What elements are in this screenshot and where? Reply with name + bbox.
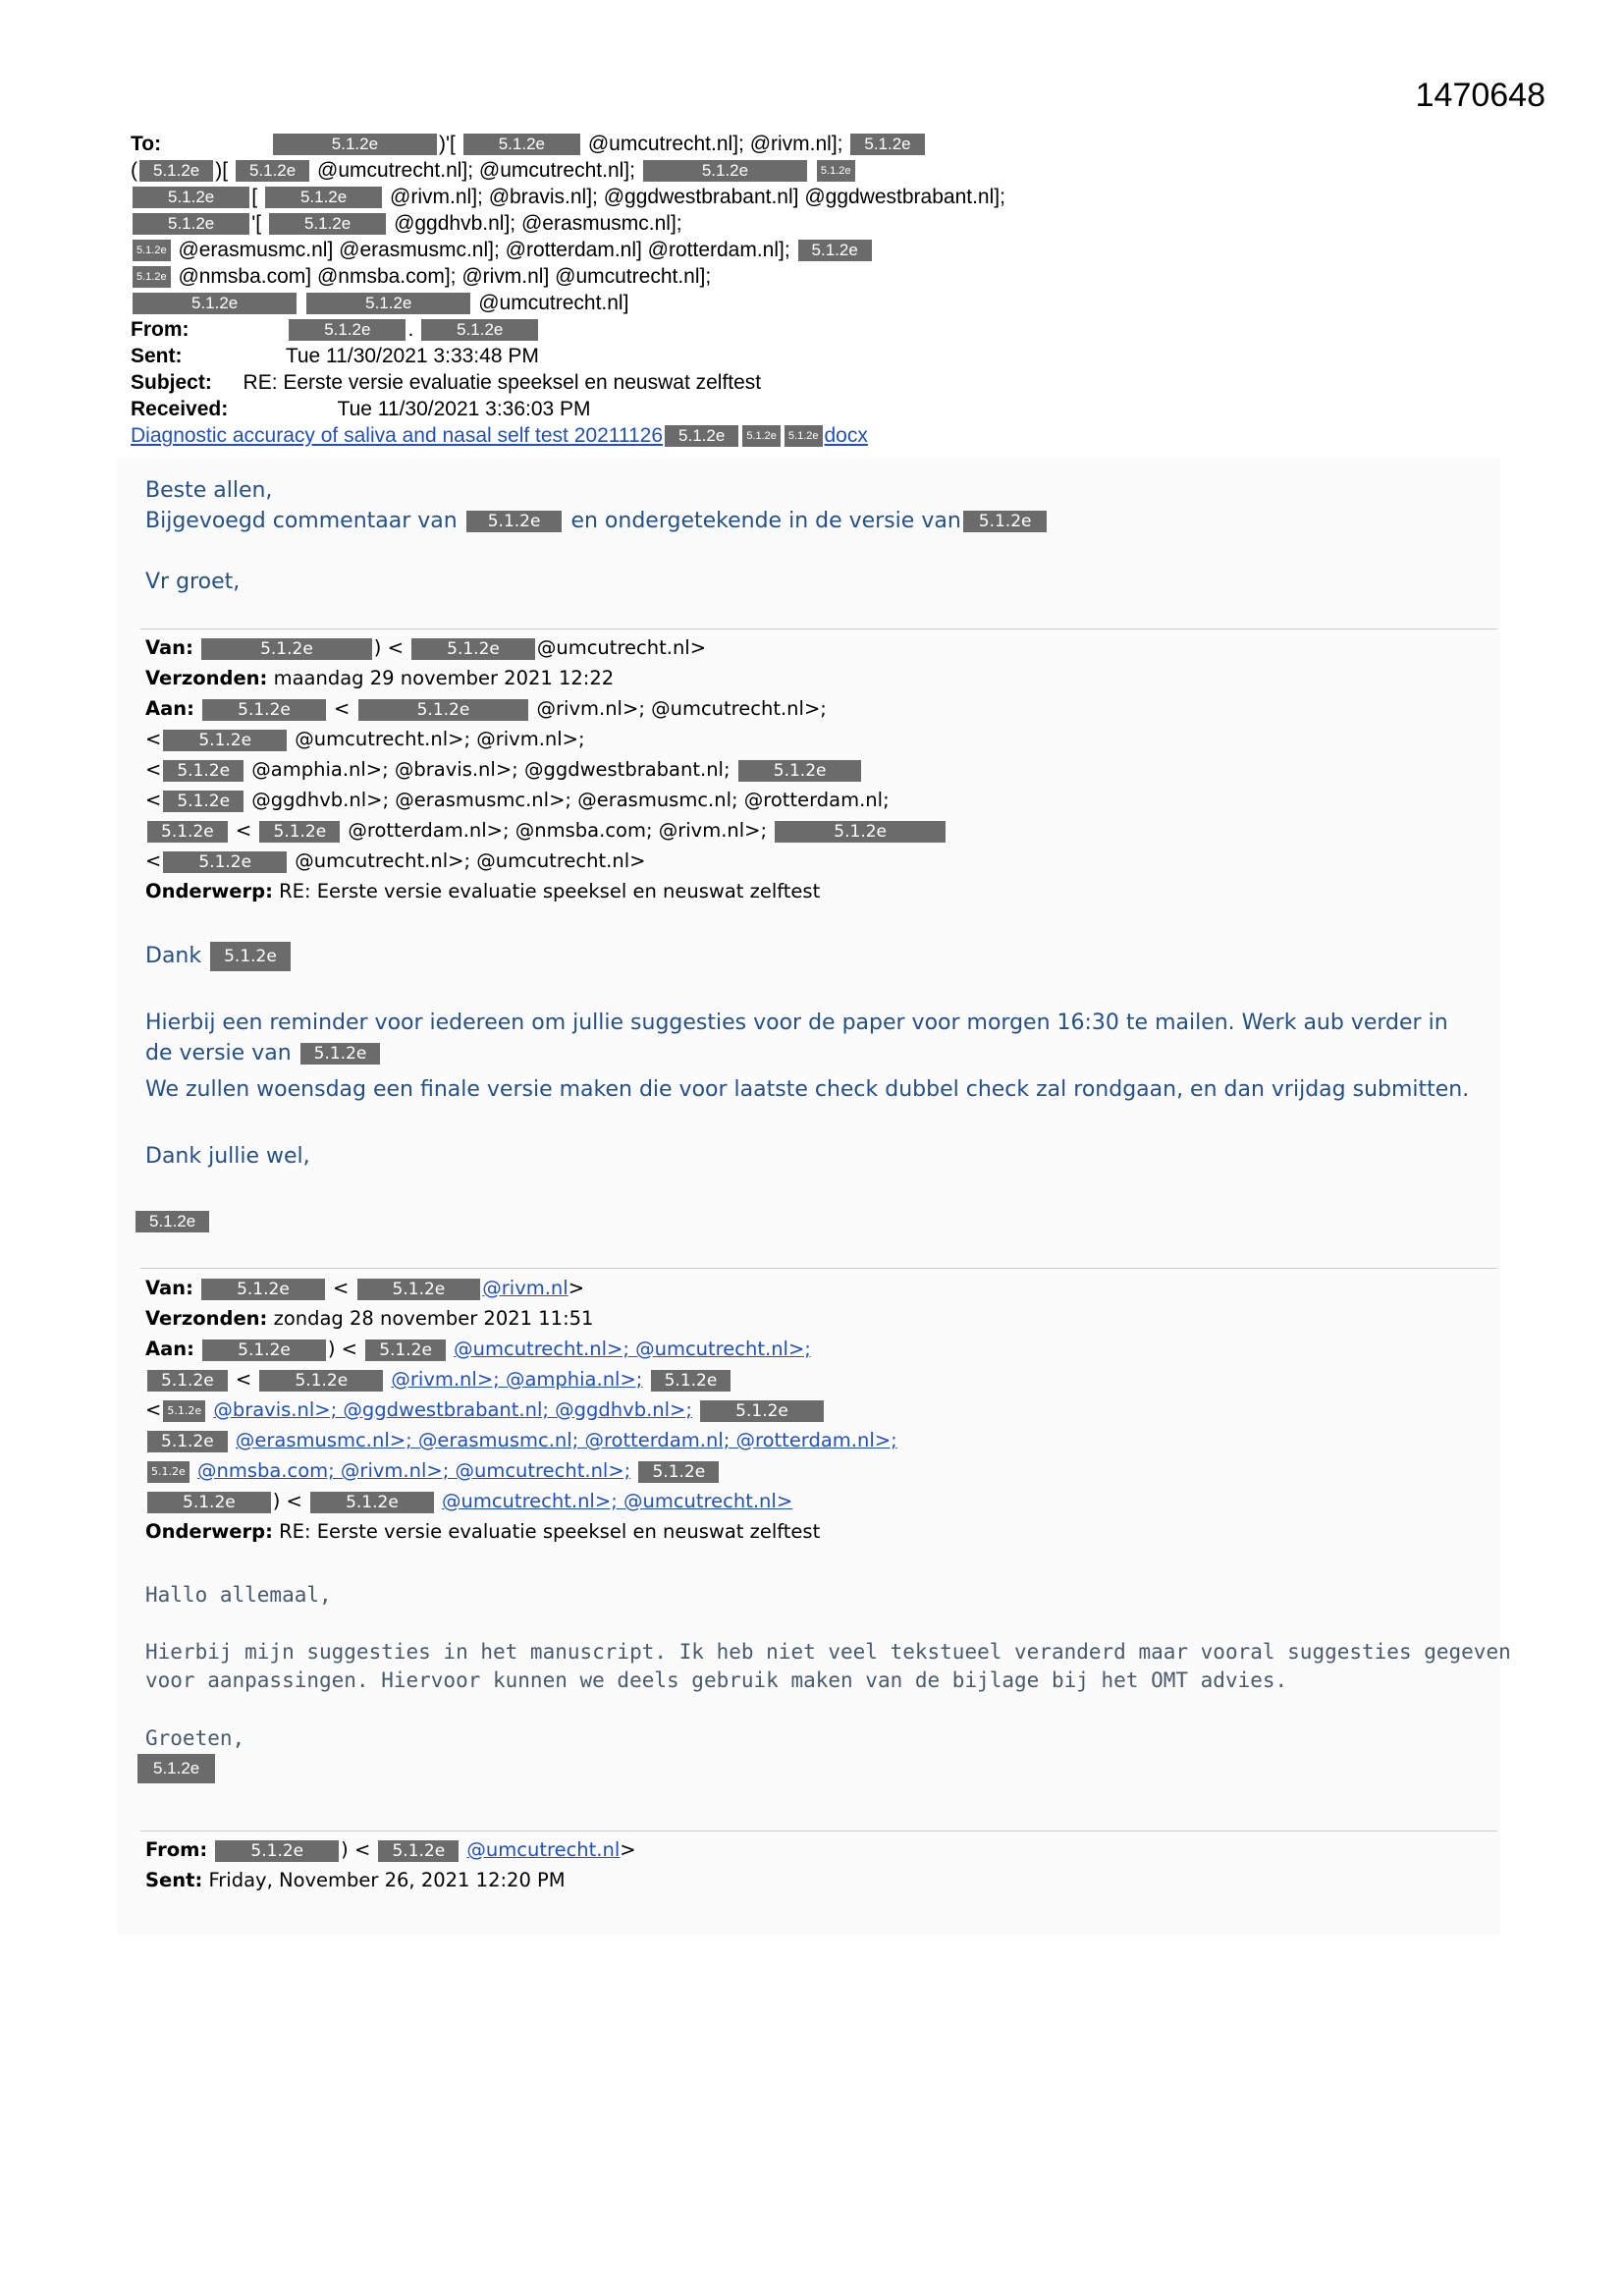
document-number: 1470648 [1415,77,1545,114]
redaction: 5.1.2e [133,213,249,235]
to-field: To: 5.1.2e )'[ 5.1.2e @umcutrecht.nl]; @rivm.nl]; 5.1.2e [131,131,927,157]
aan-row: < 5.1.2e @ggdhvb.nl>; @erasmusmc.nl>; @erasmusmc.nl; @rotterdam.nl; [145,789,890,811]
from-field: From: 5.1.2e . 5.1.2e [131,316,540,343]
sent-value: Tue 11/30/2021 3:33:48 PM [285,345,539,367]
redaction: 5.1.2e [269,213,386,235]
sent-value: Friday, November 26, 2021 12:20 PM [208,1869,566,1891]
to-line: @umcutrecht.nl]; @rivm.nl]; [587,133,843,155]
msg3-van: Van: 5.1.2e < 5.1.2e @rivm.nl> [145,1277,585,1299]
redaction: 5.1.2e [421,319,538,341]
aan-line: @umcutrecht.nl>; @rivm.nl>; [295,728,585,750]
redaction: 5.1.2e [133,266,171,288]
to-line-row [131,290,628,316]
redaction: 5.1.2e [147,1431,228,1452]
redaction: 5.1.2e [201,638,372,660]
msg3-body-2: voor aanpassingen. Hiervoor kunnen we deels gebruik maken van de bijlage bij het OMT advies. [145,1668,1288,1692]
attachment-name[interactable]: Diagnostic accuracy of saliva and nasal self test 20211126 [131,424,664,447]
redaction: 5.1.2e [963,511,1048,532]
aan-label: Aan: [145,697,194,720]
attachment-ext[interactable]: docx [824,424,868,447]
msg2-final: We zullen woensdag een finale versie maken die voor laatste check dubbel check zal rondgaan, en dan vrijdag submitten. [145,1077,1470,1102]
to-line: @ggdhvb.nl]; @erasmusmc.nl]; [394,212,682,235]
aan-row: 5.1.2e ) < 5.1.2e @umcutrecht.nl>; @umcutrecht.nl> [145,1486,792,1516]
msg4-from: From: 5.1.2e ) < 5.1.2e @umcutrecht.nl> [145,1838,636,1861]
redaction: 5.1.2e [785,425,823,447]
from-label: From: [131,318,189,341]
aan-line[interactable]: @umcutrecht.nl>; @umcutrecht.nl> [441,1490,793,1512]
verzonden-value: maandag 29 november 2021 12:22 [273,667,615,689]
sent-field [131,343,539,369]
msg2-reminder: Hierbij een reminder voor iedereen om jullie suggesties voor de paper voor morgen 16:30 te mailen. Werk aub verder in [145,1011,1448,1035]
to-line: @erasmusmc.nl] @erasmusmc.nl]; @rotterdam.nl] @rotterdam.nl]; [178,239,790,261]
redaction: 5.1.2e [700,1400,824,1422]
redaction: 5.1.2e [236,160,309,182]
to-label: To: [131,133,162,155]
redaction: 5.1.2e [638,1461,719,1483]
aan-row: < 5.1.2e @umcutrecht.nl>; @umcutrecht.nl> [145,849,646,872]
redaction: 5.1.2e [265,187,382,208]
redaction: 5.1.2e [135,1211,209,1232]
separator [140,1268,1497,1269]
redaction: 5.1.2e [147,821,228,843]
redaction: 5.1.2e [163,1400,205,1422]
redaction: 5.1.2e [259,821,340,843]
redaction: 5.1.2e [147,1370,228,1392]
aan-line: @ggdhvb.nl>; @erasmusmc.nl>; @erasmusmc.nl; @rotterdam.nl; [251,789,890,811]
redaction: 5.1.2e [358,699,529,721]
aan-row: 5.1.2e < 5.1.2e @rivm.nl>; @amphia.nl>; 5.1.2e [145,1364,732,1394]
msg2-reminder-b [145,1038,382,1068]
to-line-row: ( 5.1.2e )[ 5.1.2e @umcutrecht.nl]; @umcutrecht.nl]; 5.1.2e 5.1.2e [131,157,857,184]
redaction: 5.1.2e [411,638,535,660]
attachment-link[interactable] [131,422,868,449]
subject-label: Subject: [131,371,212,394]
to-line: @rivm.nl]; @bravis.nl]; @ggdwestbrabant.nl] @ggdwestbrabant.nl]; [390,186,1005,208]
subject-value: RE: Eerste versie evaluatie speeksel en neuswat zelftest [243,371,762,394]
redaction: 5.1.2e [378,1840,459,1862]
onderwerp-value: RE: Eerste versie evaluatie speeksel en neuswat zelftest [279,880,821,902]
redaction: 5.1.2e [306,293,470,314]
to-line-row: 5.1.2e '[ 5.1.2e @ggdhvb.nl]; @erasmusmc.nl]; [131,210,682,237]
redaction: 5.1.2e [133,187,249,208]
redaction: 5.1.2e [665,425,738,447]
subject-field [131,369,761,396]
msg3-onderwerp [145,1516,820,1547]
redaction: 5.1.2e [163,730,287,751]
redaction: 5.1.2e [798,240,872,261]
redaction: 5.1.2e [357,1279,481,1300]
to-line: @nmsba.com] @nmsba.com]; @rivm.nl] @umcutrecht.nl]; [178,265,712,288]
redaction: 5.1.2e [147,1492,271,1513]
from-label: From: [145,1838,208,1861]
msg2-aan: Aan: 5.1.2e < 5.1.2e @rivm.nl>; @umcutrecht.nl>; [145,697,827,720]
aan-line: @umcutrecht.nl>; @umcutrecht.nl> [295,849,646,872]
aan-row: < 5.1.2e @bravis.nl>; @ggdwestbrabant.nl; @ggdhvb.nl>; 5.1.2e [145,1394,826,1425]
redaction: 5.1.2e [163,851,287,873]
onderwerp-label: Onderwerp: [145,880,273,902]
redaction: 5.1.2e [202,699,326,721]
aan-row [145,1455,721,1486]
redaction: 5.1.2e [300,1043,381,1065]
aan-line[interactable]: @umcutrecht.nl>; @umcutrecht.nl>; [454,1338,811,1360]
received-value: Tue 11/30/2021 3:36:03 PM [337,398,591,420]
aan-row: < 5.1.2e @umcutrecht.nl>; @rivm.nl>; [145,728,585,750]
msg3-aan: Aan: 5.1.2e ) < 5.1.2e @umcutrecht.nl>; @umcutrecht.nl>; [145,1338,811,1360]
verzonden-value: zondag 28 november 2021 11:51 [273,1307,594,1330]
redaction: 5.1.2e [133,293,297,314]
msg1-signoff: Vr groet, [145,570,241,594]
redaction: 5.1.2e [310,1492,434,1513]
aan-line[interactable]: @nmsba.com; @rivm.nl>; @umcutrecht.nl>; [196,1459,631,1482]
msg2-signature [134,1211,211,1232]
van-label: Van: [145,636,193,659]
dank-text: Dank [145,944,202,968]
to-line: @umcutrecht.nl]; @umcutrecht.nl]; [317,159,635,182]
redaction: 5.1.2e [738,760,862,782]
msg2-van: Van: 5.1.2e ) < 5.1.2e @umcutrecht.nl> [145,636,707,659]
van-email-link[interactable]: @rivm.nl [482,1277,568,1299]
to-line-row [131,237,874,263]
redaction: 5.1.2e [273,134,437,155]
redaction: 5.1.2e [163,760,244,782]
msg3-greeting: Hallo allemaal, [145,1583,332,1607]
redaction: 5.1.2e [201,1279,325,1300]
aan-row [145,1425,897,1455]
redaction: 5.1.2e [289,319,406,341]
van-label: Van: [145,1277,193,1299]
aan-line: @rivm.nl>; @umcutrecht.nl>; [536,697,827,720]
msg1-text: Bijgevoegd commentaar van [145,509,458,533]
redaction: 5.1.2e [775,821,946,843]
msg1-greeting: Beste allen, [145,478,273,503]
msg2-onderwerp [145,876,820,906]
verzonden-label: Verzonden: [145,667,268,689]
aan-line[interactable]: @erasmusmc.nl>; @erasmusmc.nl; @rotterdam.nl; @rotterdam.nl>; [235,1429,897,1451]
redaction: 5.1.2e [850,134,924,155]
to-line-row: 5.1.2e [ 5.1.2e @rivm.nl]; @bravis.nl]; @ggdwestbrabant.nl] @ggdwestbrabant.nl]; [131,184,1005,210]
msg4-sent [145,1865,566,1895]
msg1-text: en ondergetekende in de versie van [570,509,961,533]
verzonden-label: Verzonden: [145,1307,268,1330]
van-email: @umcutrecht.nl> [536,636,707,659]
redaction: 5.1.2e [817,160,855,182]
redaction: 5.1.2e [137,1754,215,1783]
redaction: 5.1.2e [202,1339,326,1361]
to-line-row [131,263,711,290]
redaction: 5.1.2e [463,134,580,155]
aan-line[interactable]: @bravis.nl>; @ggdwestbrabant.nl; @ggdhvb.nl>; [213,1398,692,1421]
redaction: 5.1.2e [259,1370,383,1392]
msg3-signature [135,1754,217,1783]
aan-row: < 5.1.2e @amphia.nl>; @bravis.nl>; @ggdwestbrabant.nl; 5.1.2e [145,754,863,785]
redaction: 5.1.2e [742,425,781,447]
redaction: 5.1.2e [139,160,213,182]
redaction: 5.1.2e [643,160,807,182]
msg3-verzonden [145,1303,593,1334]
aan-line: @amphia.nl>; @bravis.nl>; @ggdwestbrabant.nl; [251,758,731,781]
msg3-body-1: Hierbij mijn suggesties in het manuscript. Ik heb niet veel tekstueel veranderd maar vooral suggesties gegeven [145,1640,1511,1664]
redaction: 5.1.2e [466,511,563,532]
msg1-line [145,506,1049,536]
redaction: 5.1.2e [210,942,291,971]
sent-label: Sent: [131,345,183,367]
redaction: 5.1.2e [651,1370,731,1392]
msg2-dank [145,941,293,971]
onderwerp-label: Onderwerp: [145,1520,273,1543]
onderwerp-value: RE: Eerste versie evaluatie speeksel en neuswat zelftest [279,1520,821,1543]
received-field [131,396,591,422]
received-label: Received: [131,398,229,420]
from-email-link[interactable]: @umcutrecht.nl [466,1838,621,1861]
aan-label: Aan: [145,1338,194,1360]
msg2-verzonden [145,663,614,693]
redaction: 5.1.2e [133,240,171,261]
aan-line[interactable]: @rivm.nl>; @amphia.nl>; [391,1368,643,1391]
redaction: 5.1.2e [147,1461,189,1483]
msg3-signoff: Groeten, [145,1726,245,1750]
redaction: 5.1.2e [215,1840,339,1862]
redaction: 5.1.2e [163,791,244,812]
reminder-text: de versie van [145,1041,292,1066]
to-line: @umcutrecht.nl] [478,292,629,314]
msg2-thanks: Dank jullie wel, [145,1144,310,1169]
aan-row: 5.1.2e < 5.1.2e @rotterdam.nl>; @nmsba.com; @rivm.nl>; 5.1.2e [145,815,947,846]
redaction: 5.1.2e [365,1339,446,1361]
aan-line: @rotterdam.nl>; @nmsba.com; @rivm.nl>; [348,819,768,842]
sent-label: Sent: [145,1869,203,1891]
